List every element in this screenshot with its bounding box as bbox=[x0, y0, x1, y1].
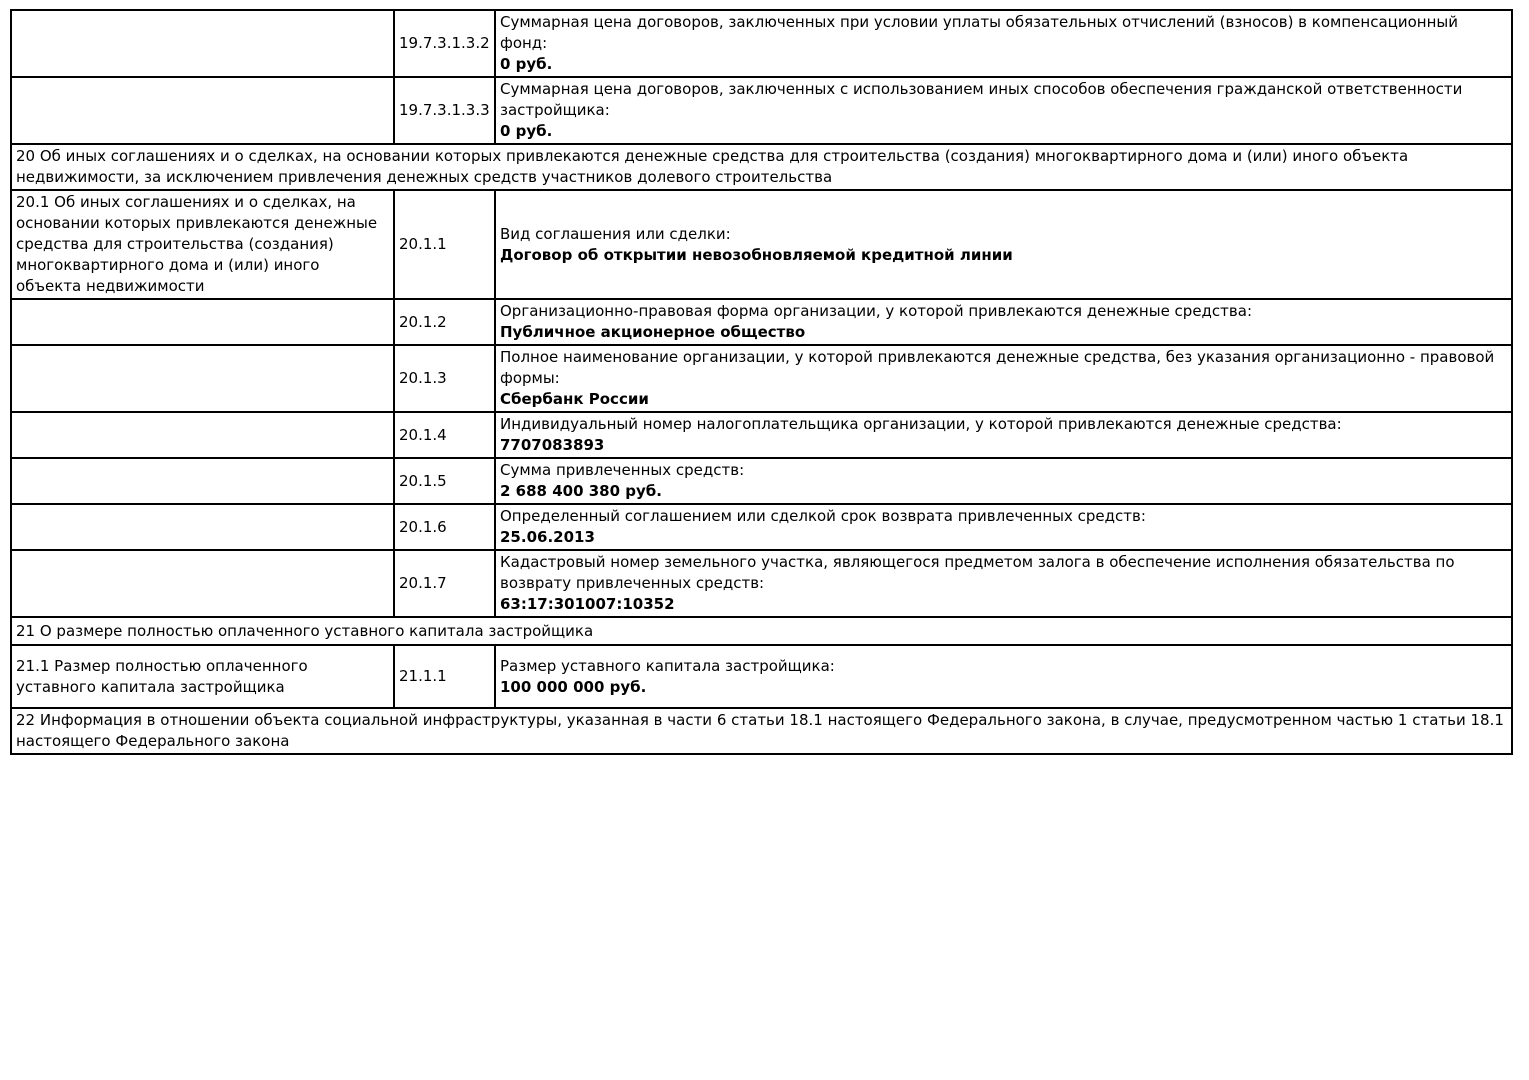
row-content-cell bbox=[495, 504, 1512, 550]
section-row bbox=[11, 617, 1512, 645]
row-number-cell: 19.7.3.1.3.2 bbox=[394, 10, 495, 77]
declaration-table bbox=[10, 9, 1513, 755]
field-value: Сбербанк России bbox=[500, 390, 649, 408]
field-label: Индивидуальный номер налогоплательщика организации, у которой привлекаются денежные средства: bbox=[500, 415, 1342, 433]
row-content-cell bbox=[495, 458, 1512, 504]
table-row bbox=[11, 458, 1512, 504]
row-description-cell bbox=[11, 458, 394, 504]
field-label: Определенный соглашением или сделкой срок возврата привлеченных средств: bbox=[500, 507, 1146, 525]
field-value: 100 000 000 руб. bbox=[500, 677, 647, 696]
row-content-cell bbox=[495, 299, 1512, 345]
field-value: 25.06.2013 bbox=[500, 528, 595, 546]
table-row bbox=[11, 550, 1512, 617]
table-row bbox=[11, 645, 1512, 708]
table-row bbox=[11, 77, 1512, 144]
table-row bbox=[11, 190, 1512, 299]
field-label: Организационно-правовая форма организации, у которой привлекаются денежные средства: bbox=[500, 302, 1252, 320]
row-number-cell: 20.1.1 bbox=[394, 190, 495, 299]
field-label: Полное наименование организации, у которой привлекаются денежные средства, без указания организационно - правовой формы: bbox=[500, 348, 1495, 387]
row-content-cell bbox=[495, 550, 1512, 617]
row-description-cell bbox=[11, 550, 394, 617]
row-description-cell bbox=[11, 77, 394, 144]
section-row bbox=[11, 708, 1512, 754]
row-description-cell bbox=[11, 10, 394, 77]
section-header: 20 Об иных соглашениях и о сделках, на основании которых привлекаются денежные средства для строительства (создания) многоквартирного дома и (или) иного объекта недвижимости, за исключением привлечения денежных средств участников долевого строительства bbox=[11, 144, 1512, 190]
row-content-cell bbox=[495, 77, 1512, 144]
field-label: Вид соглашения или сделки: bbox=[500, 224, 731, 243]
field-value: 0 руб. bbox=[500, 55, 553, 73]
field-value: Публичное акционерное общество bbox=[500, 323, 806, 341]
table-row bbox=[11, 412, 1512, 458]
row-content-cell bbox=[495, 10, 1512, 77]
row-content-cell bbox=[495, 412, 1512, 458]
row-content-cell bbox=[495, 645, 1512, 708]
row-number-cell: 20.1.6 bbox=[394, 504, 495, 550]
table-row bbox=[11, 504, 1512, 550]
row-content-cell bbox=[495, 345, 1512, 412]
row-description-cell bbox=[11, 504, 394, 550]
section-header: 22 Информация в отношении объекта социальной инфраструктуры, указанная в части 6 статьи 18.1 настоящего Федерального закона, в случае, предусмотренном частью 1 статьи 18.1 настоящего Федерального закона bbox=[11, 708, 1512, 754]
field-label: Кадастровый номер земельного участка, являющегося предметом залога в обеспечение исполнения обязательства по возврату привлеченных средств: bbox=[500, 553, 1455, 592]
section-header: 21 О размере полностью оплаченного уставного капитала застройщика bbox=[11, 617, 1512, 645]
field-value: 7707083893 bbox=[500, 436, 605, 454]
row-number-cell: 20.1.2 bbox=[394, 299, 495, 345]
table-row bbox=[11, 299, 1512, 345]
row-description-cell bbox=[11, 412, 394, 458]
row-content-cell bbox=[495, 190, 1512, 299]
row-number-cell: 21.1.1 bbox=[394, 645, 495, 708]
field-label: Суммарная цена договоров, заключенных с использованием иных способов обеспечения гражданской ответственности застройщика: bbox=[500, 80, 1463, 119]
row-description-cell: 20.1 Об иных соглашениях и о сделках, на основании которых привлекаются денежные средства для строительства (создания) многоквартирного дома и (или) иного объекта недвижимости bbox=[11, 190, 394, 299]
field-value: 63:17:301007:10352 bbox=[500, 595, 675, 613]
row-description-cell bbox=[11, 299, 394, 345]
field-value: 2 688 400 380 руб. bbox=[500, 482, 662, 500]
row-description-cell: 21.1 Размер полностью оплаченного уставного капитала застройщика bbox=[11, 645, 394, 708]
row-number-cell: 20.1.4 bbox=[394, 412, 495, 458]
row-number-cell: 19.7.3.1.3.3 bbox=[394, 77, 495, 144]
field-label: Сумма привлеченных средств: bbox=[500, 461, 745, 479]
field-value: Договор об открытии невозобновляемой кредитной линии bbox=[500, 245, 1013, 264]
row-number-cell: 20.1.7 bbox=[394, 550, 495, 617]
field-label: Размер уставного капитала застройщика: bbox=[500, 656, 835, 675]
table-row bbox=[11, 345, 1512, 412]
row-description-cell bbox=[11, 345, 394, 412]
section-row bbox=[11, 144, 1512, 190]
field-value: 0 руб. bbox=[500, 122, 553, 140]
declaration-table-body bbox=[11, 10, 1512, 754]
row-number-cell: 20.1.3 bbox=[394, 345, 495, 412]
field-label: Суммарная цена договоров, заключенных при условии уплаты обязательных отчислений (взносов) в компенсационный фонд: bbox=[500, 13, 1458, 52]
table-row bbox=[11, 10, 1512, 77]
row-number-cell: 20.1.5 bbox=[394, 458, 495, 504]
